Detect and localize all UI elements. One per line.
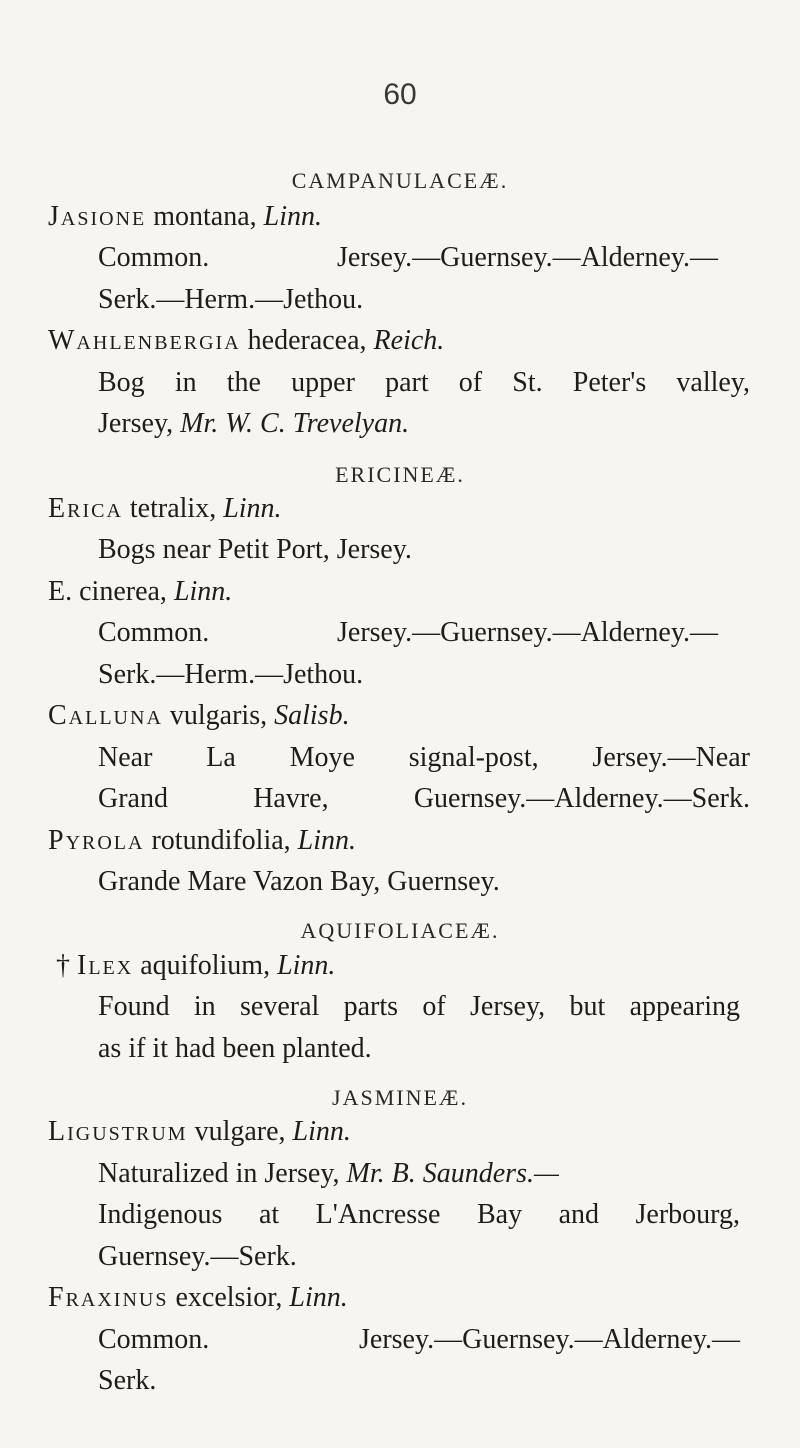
authority: Salisb.	[274, 700, 350, 731]
entry-prefix: †	[56, 950, 77, 981]
entry-text-line: Grande Mare Vazon Bay, Guernsey.	[98, 866, 500, 897]
authority: Linn.	[173, 576, 233, 607]
entry-text-line: Bog in the upper part of St. Peter's valley,	[98, 367, 750, 398]
section-heading-campanulaceae: CAMPANULACEÆ.	[291, 168, 509, 193]
entry-text-line: Serk.—Herm.—Jethou.	[98, 659, 364, 690]
species-name: hederacea,	[240, 325, 374, 356]
entry-text-line: as if it had been planted.	[98, 1033, 372, 1064]
entry-text-line: Bogs near Petit Port, Jersey.	[98, 534, 412, 565]
species-name: aquifolium,	[133, 950, 278, 981]
authority: Linn.	[263, 201, 323, 232]
genus-name: Calluna	[48, 700, 163, 731]
entry-heading-ligustrum	[48, 1115, 351, 1149]
genus-name: Pyrola	[48, 825, 145, 856]
species-name: vulgare,	[187, 1116, 293, 1147]
entry-text-line: Guernsey.—Serk.	[98, 1241, 297, 1272]
authority: Linn.	[223, 493, 282, 524]
authority: Linn.	[289, 1282, 348, 1313]
entry-text-line: Common. Jersey.—Guernsey.—Alderney.—	[98, 617, 718, 648]
genus-name: Erica	[48, 493, 123, 524]
entry-text-line: Serk.—Herm.—Jethou.	[98, 284, 364, 315]
entry-heading-pyrola	[48, 824, 356, 858]
entry-heading-fraxinus	[48, 1281, 348, 1315]
entry-heading-erica-cinerea	[48, 575, 232, 609]
genus-name: Ligustrum	[48, 1116, 188, 1147]
genus-name: E.	[48, 576, 73, 607]
entry-heading-wahlenbergia	[48, 324, 444, 358]
authority: Reich.	[373, 325, 445, 356]
entry-text-line: Grand Havre, Guernsey.—Alderney.—Serk.	[98, 783, 750, 814]
entry-text-line: Found in several parts of Jersey, but appearing	[98, 991, 740, 1022]
entry-text-line: Common. Jersey.—Guernsey.—Alderney.—	[98, 1324, 740, 1355]
genus-name: Wahlenbergia	[48, 325, 241, 356]
species-name: rotundifolia,	[144, 825, 298, 856]
entry-credit: Mr. W. C. Trevelyan.	[180, 408, 410, 439]
entry-text-line	[98, 1157, 559, 1191]
entry-text-line	[98, 407, 409, 441]
entry-heading-ilex	[56, 949, 335, 983]
authority: Linn.	[292, 1116, 351, 1147]
genus-name: Jasione	[48, 201, 147, 232]
authority: Linn.	[297, 825, 357, 856]
entry-text-line: Serk.	[98, 1365, 157, 1396]
genus-name: Fraxinus	[48, 1282, 169, 1313]
page-number: 60	[383, 78, 417, 111]
section-heading-aquifoliaceae: AQUIFOLIACEÆ.	[300, 918, 500, 943]
entry-text-line: Near La Moye signal-post, Jersey.—Near	[98, 742, 750, 773]
genus-name: Ilex	[77, 950, 134, 981]
section-heading-ericineae: ERICINEÆ.	[335, 462, 465, 487]
entry-heading-erica	[48, 492, 282, 526]
entry-credit: Mr. B. Saunders.—	[346, 1158, 559, 1189]
authority: Linn.	[277, 950, 336, 981]
entry-text-line: Common. Jersey.—Guernsey.—Alderney.—	[98, 242, 718, 273]
entry-text: Naturalized in Jersey,	[98, 1158, 347, 1189]
species-name: montana,	[146, 201, 264, 232]
section-heading-jasmineae: JASMINEÆ.	[332, 1085, 468, 1110]
species-name: excelsior,	[168, 1282, 290, 1313]
species-name: cinerea,	[72, 576, 174, 607]
entry-text: Jersey,	[98, 408, 181, 439]
species-name: tetralix,	[122, 493, 224, 524]
species-name: vulgaris,	[162, 700, 275, 731]
entry-text-line: Indigenous at L'Ancresse Bay and Jerbourg,	[98, 1199, 740, 1230]
entry-heading-jasione	[48, 200, 322, 234]
entry-heading-calluna	[48, 699, 350, 733]
